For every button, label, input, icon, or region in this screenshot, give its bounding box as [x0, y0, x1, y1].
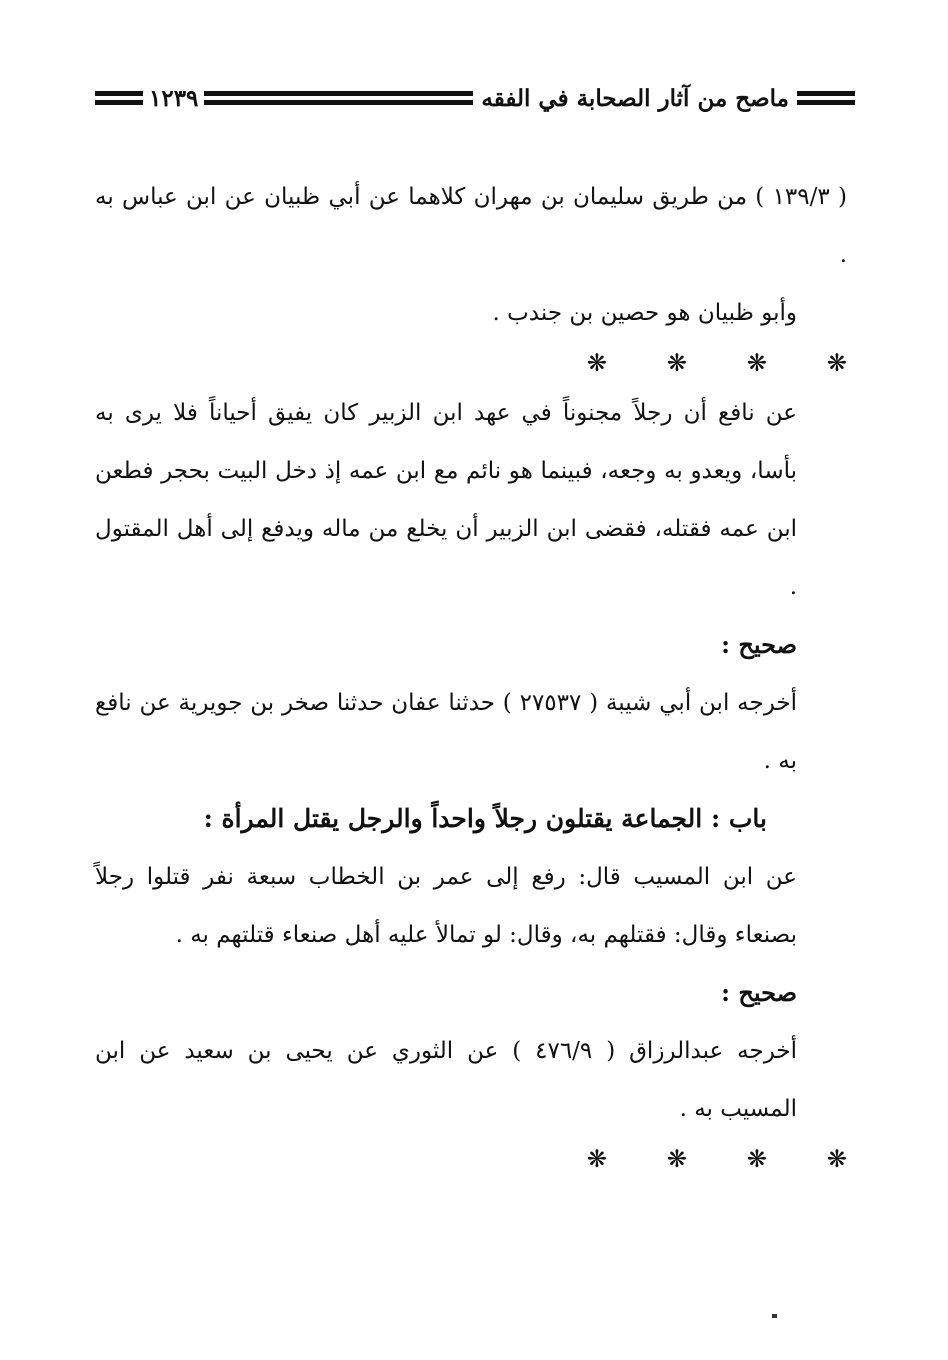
star-ornament-icon: ❋: [586, 1145, 607, 1173]
star-ornament-icon: ❋: [826, 349, 847, 377]
star-ornament-icon: ❋: [746, 349, 767, 377]
paragraph-athar-nafi: عن نافع أن رجلاً مجنوناً في عهد ابن الزبير كان يفيق أحياناً فلا يرى به بأسا، ويعدو به وجعه، فبينما هو نائم مع ابن عمه إذ دخل البيت بحجر فطعن ابن عمه فقتله، فقضى ابن الزبير أن يخلع من ماله ويدفع إلى أهل المقتول .: [95, 400, 797, 600]
header-title: ماصح من آثار الصحابة في الفقه: [481, 84, 789, 112]
page-body: [95, 168, 847, 1180]
chapter-title: باب : الجماعة يقتلون رجلاً واحداً والرجل يقتل المرأة :: [203, 804, 767, 833]
star-ornament-icon: ❋: [666, 1145, 687, 1173]
header-rule-right: [797, 91, 855, 105]
paragraph-takhrij-1: أخرجه ابن أبي شيبة ( ٢٧٥٣٧ ) حدثنا عفان حدثنا صخر بن جويرية عن نافع به .: [95, 690, 797, 774]
scan-speck: [772, 1314, 777, 1318]
header-rule-left: [95, 91, 143, 105]
page-number: ١٢٣٩: [149, 84, 199, 112]
star-ornament-icon: ❋: [826, 1145, 847, 1173]
section-separator-1: [95, 342, 847, 384]
paragraph-athar-ibn-musayyib: عن ابن المسيب قال: رفع إلى عمر بن الخطاب سبعة نفر قتلوا رجلاً بصنعاء وقال: فقتلهم به، وقال: لو تمالأ عليه أهل صنعاء قتلتهم به .: [95, 864, 797, 948]
grade-heading-1: صحيح :: [721, 630, 797, 659]
section-separator-2: [95, 1138, 847, 1180]
paragraph-takhrij-2: أخرجه عبدالرزاق ( ٤٧٦/٩ ) عن الثوري عن يحيى بن سعيد عن ابن المسيب به .: [95, 1038, 798, 1122]
grade-heading-2: صحيح :: [721, 978, 797, 1007]
paragraph-citation-1: ( ١٣٩/٣ ) من طريق سليمان بن مهران كلاهما عن أبي ظبيان عن ابن عباس به .: [95, 184, 847, 268]
star-ornament-icon: ❋: [586, 349, 607, 377]
paragraph-note: وأبو ظبيان هو حصين بن جندب .: [492, 300, 797, 326]
star-ornament-icon: ❋: [666, 349, 687, 377]
star-ornament-icon: ❋: [746, 1145, 767, 1173]
header-rule-middle: [204, 91, 473, 105]
running-header: [95, 78, 855, 118]
